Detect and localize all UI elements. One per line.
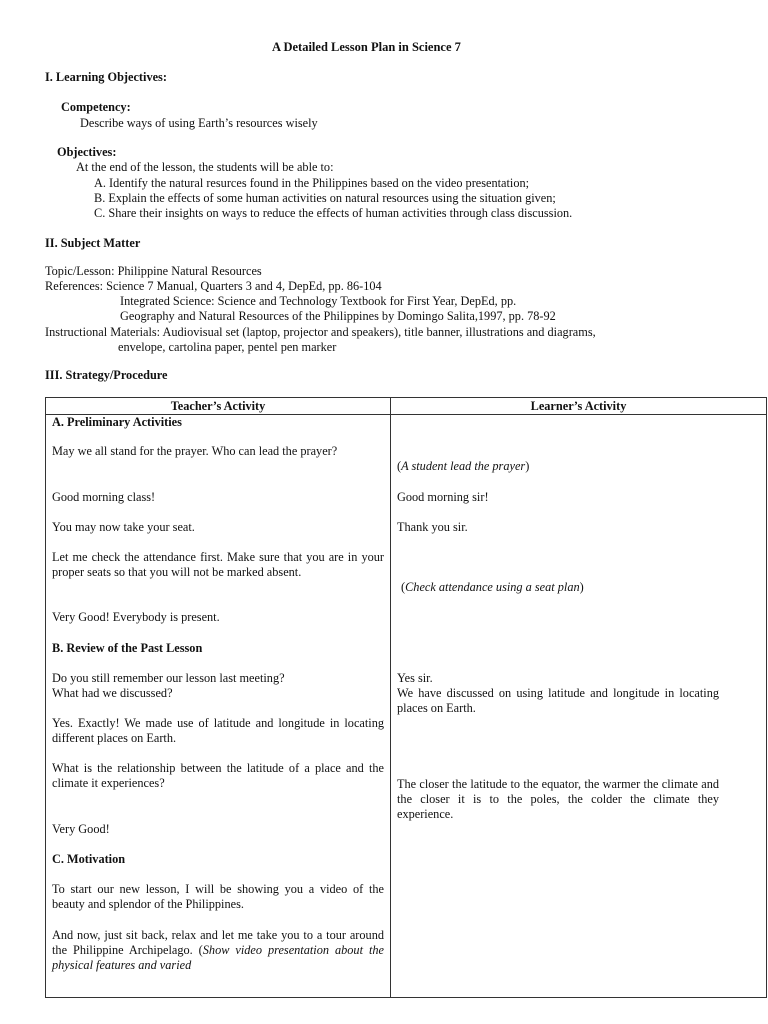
- teacher-very-good: Very Good!: [52, 822, 110, 836]
- learner-prayer-line: [397, 459, 719, 474]
- topic-line: Topic/Lesson: Philippine Natural Resources: [45, 264, 262, 278]
- learner-review-answer: We have discussed on using latitude and longitude in locating places on Earth.: [397, 686, 719, 715]
- materials-line-1: Instructional Materials: Audiovisual set (laptop, projector and speakers), title banner, illustrations and diagrams,: [45, 325, 596, 339]
- teacher-prayer-line: May we all stand for the prayer. Who can lead the prayer?: [52, 444, 338, 458]
- teacher-tour-text: And now, just sit back, relax and let me take you to a tour around the Philippine Archipelago. (: [52, 928, 384, 957]
- references-line-3: Geography and Natural Resources of the Philippines by Domingo Salita,1997, pp. 78-92: [120, 309, 556, 323]
- objective-c: C. Share their insights on ways to reduce the effects of human activities through class discussion.: [94, 206, 573, 220]
- teacher-latitude-question: What is the relationship between the latitude of a place and the climate it experiences?: [52, 761, 384, 790]
- learner-attendance-line: [401, 580, 723, 595]
- paren-open: (: [401, 580, 406, 594]
- objective-a: A. Identify the natural resurces found in the Philippines based on the video presentation;: [94, 176, 530, 190]
- teacher-review-question-2: What had we discussed?: [52, 686, 173, 700]
- teacher-present-line: Very Good! Everybody is present.: [52, 610, 220, 624]
- teacher-review-confirm: Yes. Exactly! We made use of latitude and longitude in locating different places on Earth.: [52, 716, 384, 745]
- teacher-greeting-line: Good morning class!: [52, 490, 156, 504]
- learner-activity-cell: [391, 415, 767, 998]
- review-heading: B. Review of the Past Lesson: [52, 641, 203, 655]
- objective-b: B. Explain the effects of some human activities on natural resources using the situation given;: [94, 191, 556, 205]
- paren-close: ): [579, 580, 584, 594]
- table-row: [46, 415, 767, 998]
- section-strategy-heading: III. Strategy/Procedure: [45, 368, 168, 382]
- learner-prayer-text: A student lead the prayer: [401, 459, 526, 473]
- paren-close: ): [525, 459, 530, 473]
- document-title: A Detailed Lesson Plan in Science 7: [272, 40, 461, 54]
- learner-greeting-line: Good morning sir!: [397, 490, 489, 504]
- objectives-intro: At the end of the lesson, the students will be able to:: [76, 160, 334, 174]
- learner-attendance-text: Check attendance using a seat plan: [405, 580, 580, 594]
- teacher-activity-cell: [46, 415, 391, 998]
- section-subject-matter-heading: II. Subject Matter: [45, 236, 141, 250]
- teacher-tour-line: [52, 928, 384, 973]
- materials-line-2: envelope, cartolina paper, pentel pen marker: [118, 340, 337, 354]
- learner-activity-header: Learner’s Activity: [391, 398, 767, 415]
- table-header-row: [46, 398, 767, 415]
- motivation-heading: C. Motivation: [52, 852, 126, 866]
- objectives-label: Objectives:: [57, 145, 117, 159]
- paren-open: (: [397, 459, 402, 473]
- teacher-video-intro: To start our new lesson, I will be showing you a video of the beauty and splendor of the Philippines.: [52, 882, 384, 911]
- preliminary-activities-heading: A. Preliminary Activities: [52, 415, 182, 429]
- learner-latitude-answer: The closer the latitude to the equator, the warmer the climate and the closer it is to the poles, the colder the climate they experience.: [397, 777, 719, 821]
- teacher-activity-header: Teacher’s Activity: [46, 398, 391, 415]
- competency-text: Describe ways of using Earth’s resources wisely: [80, 116, 318, 130]
- procedure-table: [45, 397, 767, 998]
- competency-label: Competency:: [61, 100, 131, 114]
- learner-thanks-line: Thank you sir.: [397, 520, 468, 534]
- references-line-1: References: Science 7 Manual, Quarters 3 and 4, DepEd, pp. 86-104: [45, 279, 382, 293]
- teacher-seat-line: You may now take your seat.: [52, 520, 195, 534]
- learner-yes-sir: Yes sir.: [397, 671, 433, 685]
- teacher-attendance-line: Let me check the attendance first. Make sure that you are in your proper seats so that you will not be marked absent.: [52, 550, 384, 579]
- teacher-tour-instruction: Show video presentation about the physical features and varied: [52, 943, 384, 972]
- section-learning-objectives-heading: I. Learning Objectives:: [45, 70, 167, 84]
- references-line-2: Integrated Science: Science and Technology Textbook for First Year, DepEd, pp.: [120, 294, 517, 308]
- teacher-review-question-1: Do you still remember our lesson last meeting?: [52, 671, 285, 685]
